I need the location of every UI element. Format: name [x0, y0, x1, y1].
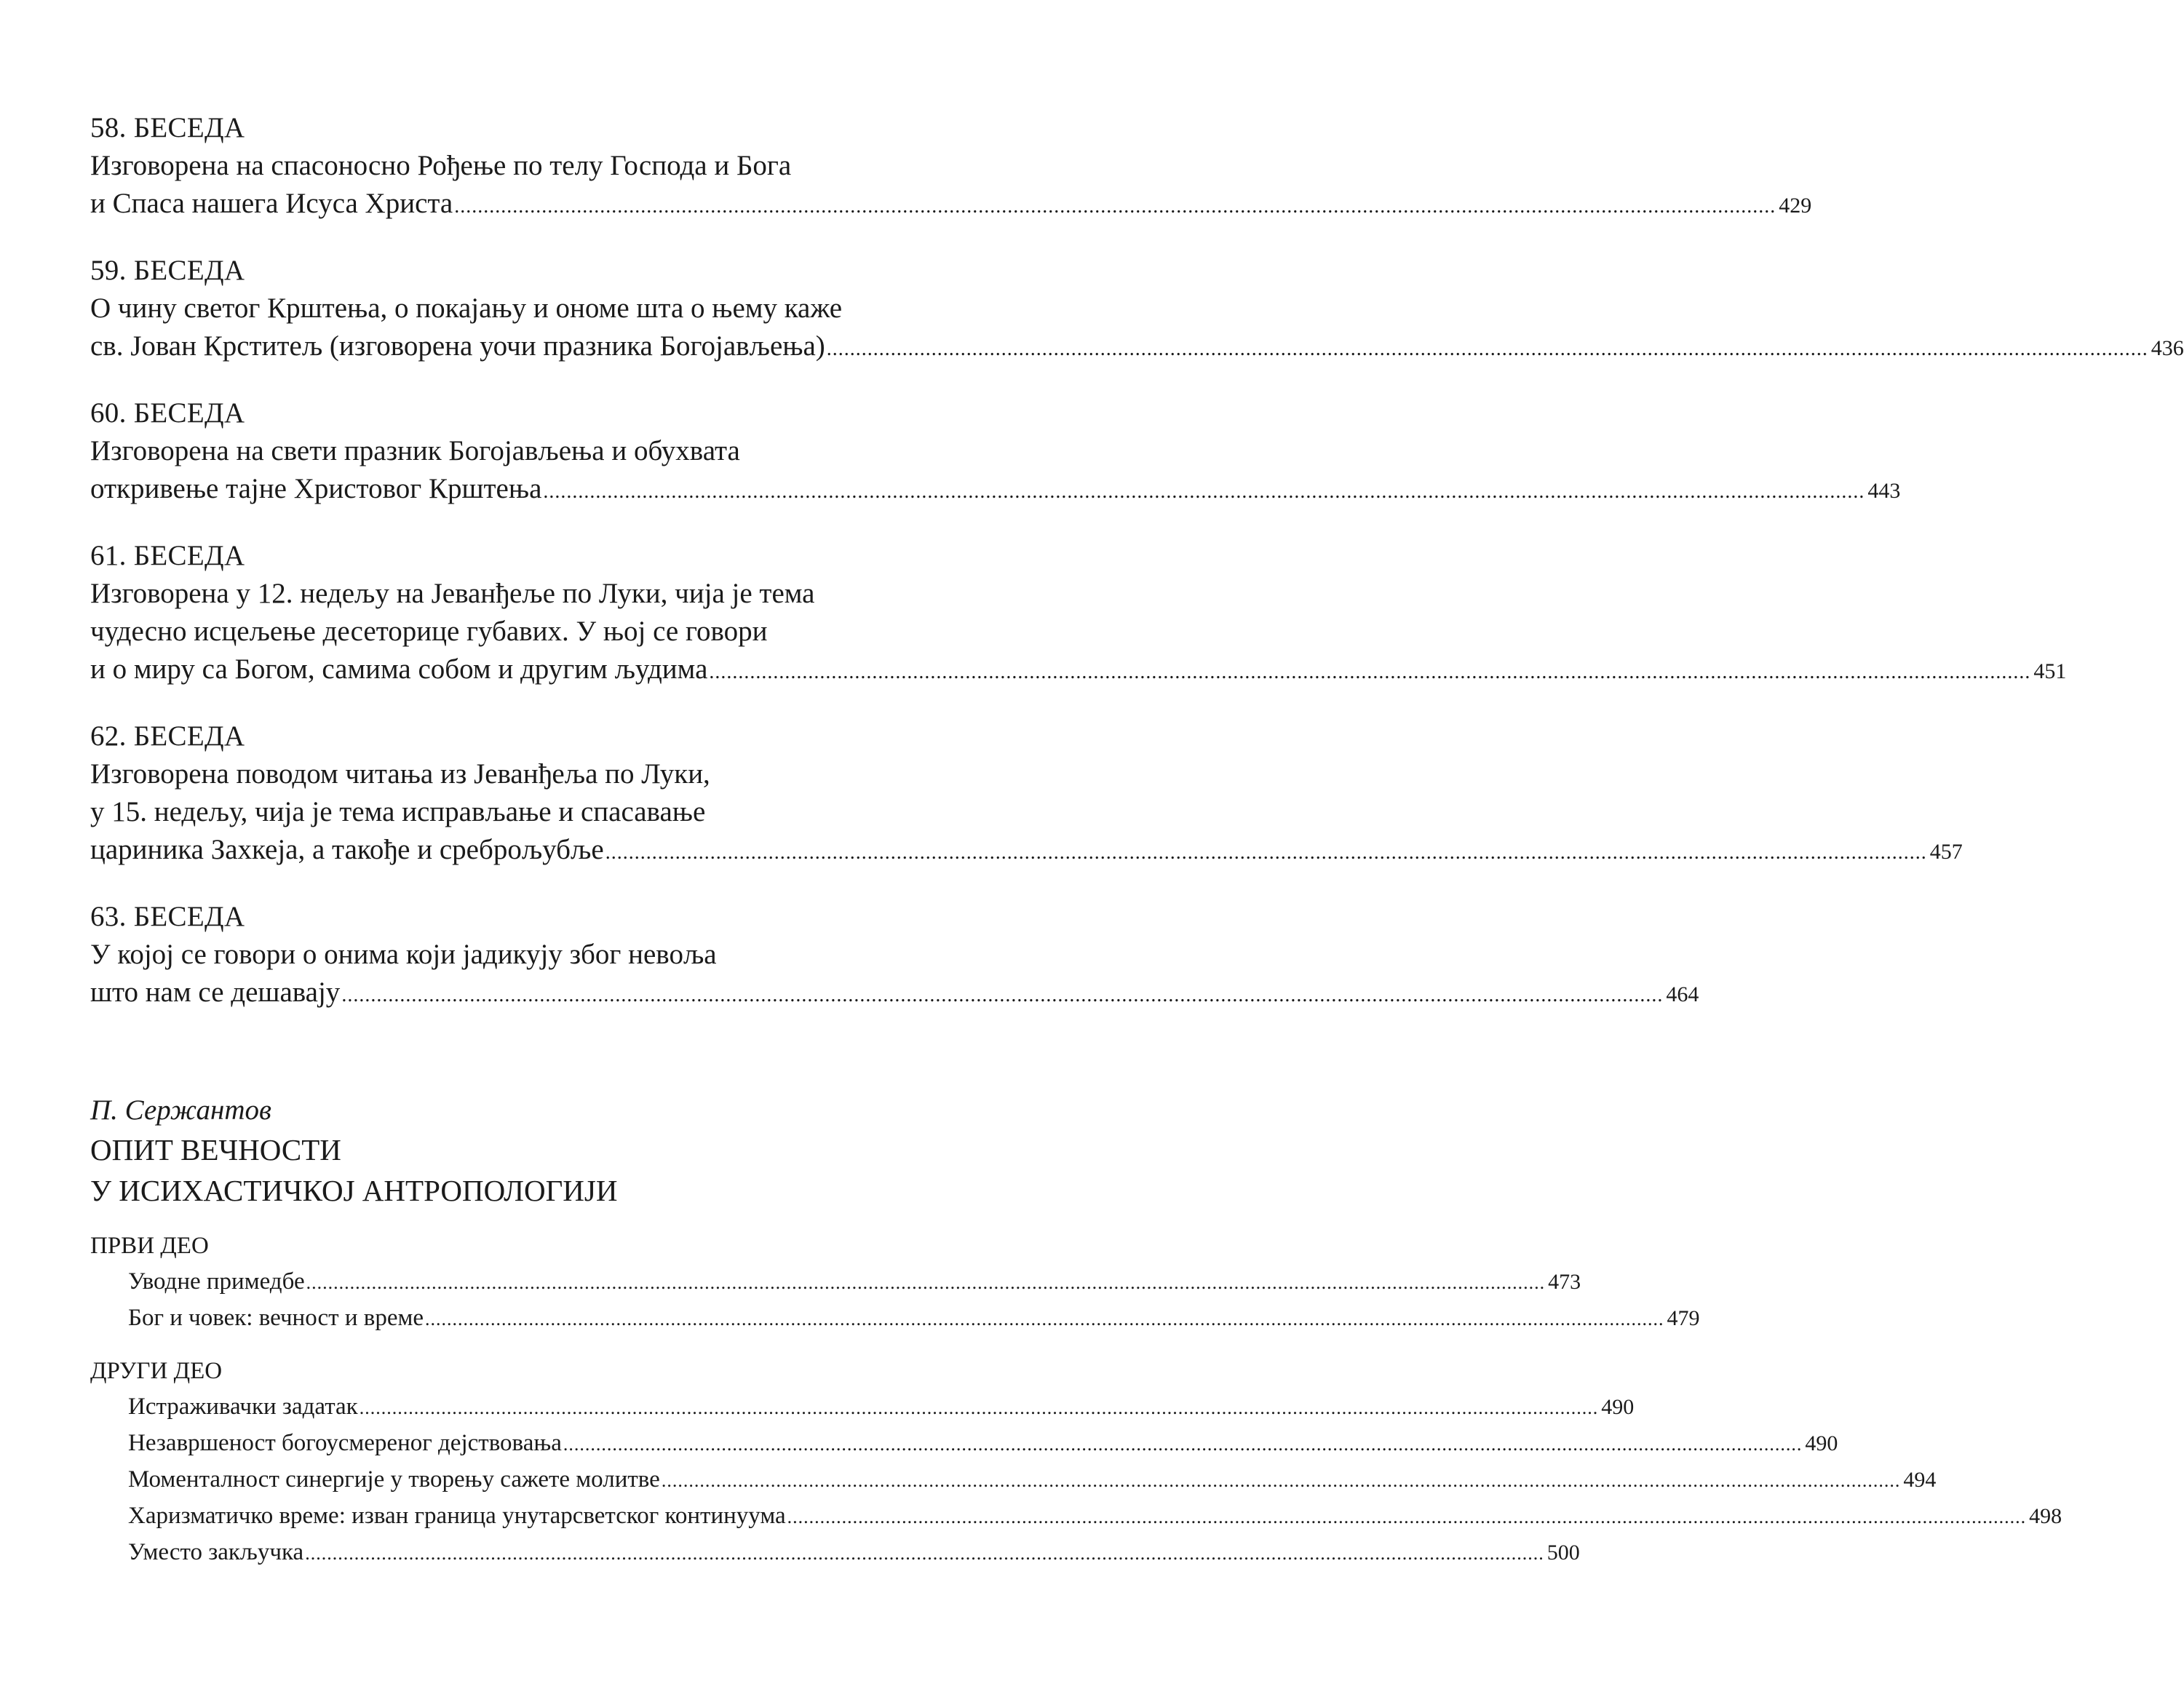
sermon-entry	[90, 394, 1901, 508]
page-number: 473	[1548, 1270, 1581, 1294]
sermon-heading: 61. БЕСЕДА	[90, 540, 245, 571]
toc-entry-line[interactable]	[90, 185, 1812, 223]
sermon-description-line: Изговорена поводом читања из Јеванђеља по Луки,	[90, 758, 710, 790]
sermon-heading: 63. БЕСЕДА	[90, 901, 245, 932]
dot-leader: ...................................................................................................................................................................................................................................	[709, 661, 2031, 683]
part-section	[90, 1354, 2062, 1570]
dot-leader: ...................................................................................................................................................................................................................................	[787, 1506, 2027, 1527]
page-number: 500	[1546, 1541, 1580, 1565]
dot-leader: ...................................................................................................................................................................................................................................	[425, 1308, 1664, 1330]
sermon-entry	[90, 898, 1699, 1012]
dot-leader: ...................................................................................................................................................................................................................................	[305, 1543, 1544, 1564]
page-number: 498	[2029, 1504, 2062, 1528]
dot-leader: ...................................................................................................................................................................................................................................	[454, 195, 1776, 218]
toc-entry-line[interactable]	[90, 327, 2184, 365]
toc-entry[interactable]	[128, 1263, 1581, 1300]
dot-leader: ...................................................................................................................................................................................................................................	[563, 1434, 1803, 1455]
toc-entry-line[interactable]	[90, 974, 1699, 1012]
dot-leader: ...................................................................................................................................................................................................................................	[306, 1272, 1546, 1293]
sermon-description-line: О чину светог Крштења, о покајању и ономе шта о њему каже	[90, 293, 843, 324]
author-name: П. Сержантов	[90, 1094, 271, 1126]
parts-list	[90, 1228, 2062, 1570]
toc-entry[interactable]	[128, 1498, 2062, 1534]
page-number: 494	[1903, 1468, 1937, 1492]
dot-leader: ...................................................................................................................................................................................................................................	[543, 480, 1865, 503]
dot-leader: ...................................................................................................................................................................................................................................	[661, 1470, 1901, 1491]
page-number: 457	[1929, 840, 1963, 864]
dot-leader: ...................................................................................................................................................................................................................................	[359, 1397, 1599, 1418]
sermon-entry	[90, 252, 2184, 365]
work-title-line-1: ОПИТ ВЕЧНОСТИ	[90, 1133, 341, 1167]
page-number: 451	[2033, 659, 2067, 683]
toc-entry[interactable]	[128, 1425, 1838, 1461]
entry-title: и Спаса нашега Исуса Христа	[90, 188, 453, 219]
sermon-description-line: Изговорена на свети празник Богојављења и обухвата	[90, 435, 740, 466]
page-number: 429	[1779, 194, 1812, 218]
entry-title: Уместо закључка	[128, 1539, 304, 1565]
sermon-entry	[90, 109, 1812, 223]
page-number: 479	[1667, 1306, 1700, 1330]
sermon-entry	[90, 537, 2067, 688]
entry-title: св. Јован Крститељ (изговорена уочи празника Богојављења)	[90, 330, 825, 362]
entry-title: и о миру са Богом, самима собом и другим људима	[90, 653, 708, 685]
toc-entry-line[interactable]	[90, 470, 1901, 508]
part-heading: ДРУГИ ДЕО	[90, 1358, 223, 1384]
page-number: 436	[2151, 336, 2184, 360]
sermon-heading: 59. БЕСЕДА	[90, 255, 245, 286]
entry-title: Моменталност синергије у творењу сажете молитве	[128, 1466, 660, 1493]
sermon-description-line: у 15. недељу, чија је тема исправљање и спасавање	[90, 796, 706, 827]
toc-entry[interactable]	[128, 1300, 1700, 1336]
sermon-heading: 58. БЕСЕДА	[90, 112, 245, 143]
toc-entry[interactable]	[128, 1388, 1635, 1425]
toc-entry-line[interactable]	[90, 651, 2067, 688]
part-heading: ПРВИ ДЕО	[90, 1233, 209, 1259]
part-items	[90, 1388, 2062, 1570]
toc-entry[interactable]	[128, 1534, 1580, 1570]
entry-title: Бог и човек: вечност и време	[128, 1305, 424, 1331]
entry-title: Незавршеност богоусмереног дејствовања	[128, 1430, 562, 1456]
dot-leader: ...................................................................................................................................................................................................................................	[605, 841, 1927, 864]
entry-title: Уводне примедбе	[128, 1268, 305, 1295]
sermon-description-line: Изговорена у 12. недељу на Јеванђеље по Луки, чија је тема	[90, 578, 815, 609]
entry-title: цариника Захкеја, а такође и среброљубље	[90, 834, 604, 865]
work-title-line-2: У ИСИХАСТИЧКОЈ АНТРОПОЛОГИЈИ	[90, 1174, 618, 1207]
page-number: 443	[1867, 479, 1901, 503]
sermon-heading: 62. БЕСЕДА	[90, 720, 245, 752]
dot-leader: ...................................................................................................................................................................................................................................	[826, 338, 2148, 360]
part-items	[90, 1263, 1700, 1336]
sermon-heading: 60. БЕСЕДА	[90, 397, 245, 429]
entry-title: Харизматичко време: изван граница унутарсветског континуума	[128, 1503, 786, 1529]
part-section	[90, 1228, 1700, 1336]
sermon-entry	[90, 718, 1963, 869]
sermon-description-line: чудесно исцељење десеторице губавих. У њој се говори	[90, 616, 768, 647]
toc-entry[interactable]	[128, 1461, 1937, 1498]
page-number: 490	[1601, 1395, 1635, 1419]
sermon-description-line: Изговорена на спасоносно Рођење по телу Господа и Бога	[90, 150, 792, 181]
page-number: 490	[1805, 1431, 1838, 1455]
toc-entry-line[interactable]	[90, 831, 1963, 869]
sermon-description-line: У којој се говори о онима који јадикују због невоља	[90, 939, 717, 970]
entry-title: Истраживачки задатак	[128, 1394, 358, 1420]
entry-title: откривење тајне Христовог Крштења	[90, 473, 542, 504]
table-of-contents	[90, 109, 2184, 1570]
sermon-list	[90, 109, 2184, 1012]
dot-leader: ...................................................................................................................................................................................................................................	[341, 984, 1664, 1006]
page-number: 464	[1666, 982, 1699, 1006]
entry-title: што нам се дешавају	[90, 977, 341, 1008]
